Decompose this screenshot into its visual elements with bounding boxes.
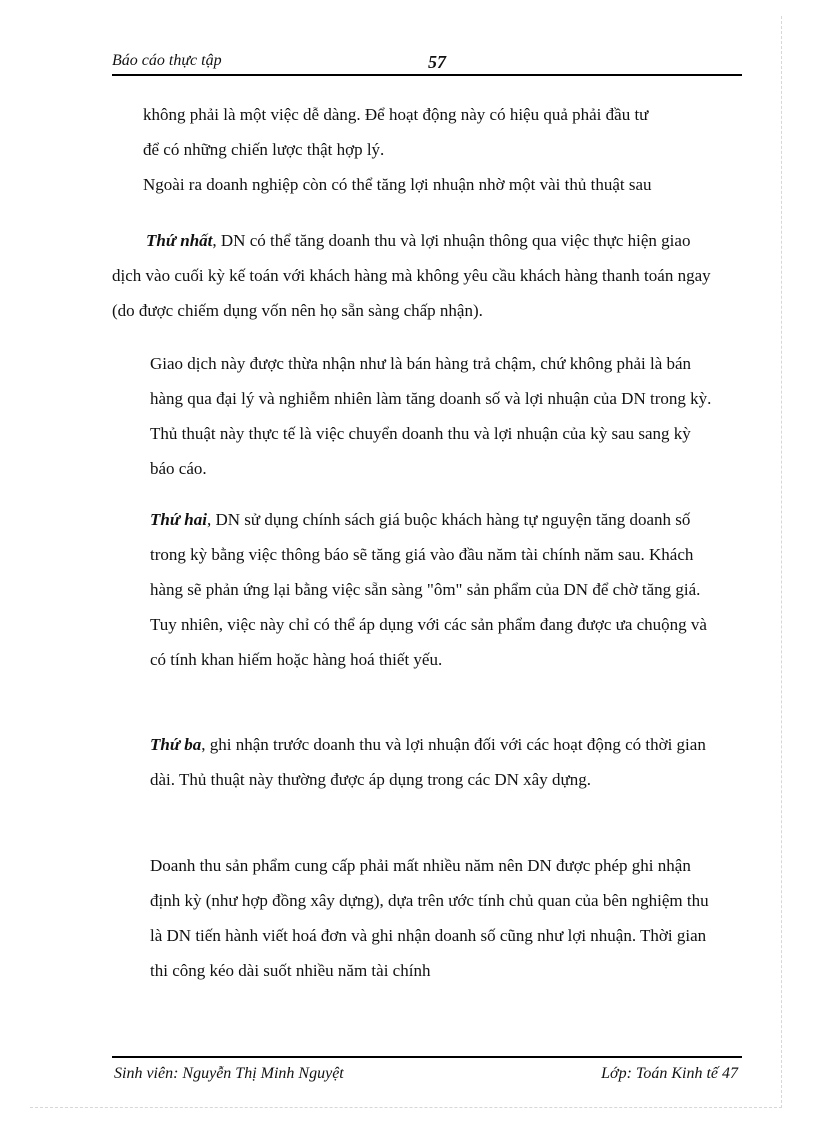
page-footer (112, 1056, 742, 1082)
footer-student: Sinh viên: Nguyễn Thị Minh Nguyệt (114, 1065, 344, 1082)
paragraph-third-detail: Doanh thu sản phẩm cung cấp phải mất nhiều năm nên DN được phép ghi nhận định kỳ (như hợp đồng xây dựng), dựa trên ước tính chủ quan của bên nghiệm thu là DN tiến hành viết hoá đơn và ghi nhận doanh số cũng như lợi nhuận. Thời gian thi công kéo dài suốt nhiều năm tài chính (150, 856, 709, 980)
paragraph-second (150, 502, 716, 677)
page-header (112, 48, 742, 76)
first-text: , DN có thể tăng doanh thu và lợi nhuận thông qua việc thực hiện giao dịch vào cuối kỳ kế toán với khách hàng mà không yêu cầu khách hàng thanh toán ngay (do được chiếm dụng vốn nên họ sẵn sàng chấp nhận). (112, 231, 711, 320)
intro-line-3: Ngoài ra doanh nghiệp còn có thể tăng lợi nhuận nhờ một vài thủ thuật sau (143, 175, 652, 194)
third-text: , ghi nhận trước doanh thu và lợi nhuận đối với các hoạt động có thời gian dài. Thủ thuật này thường được áp dụng trong các DN xây dựng. (150, 735, 706, 789)
second-text: , DN sử dụng chính sách giá buộc khách hàng tự nguyện tăng doanh số trong kỳ bằng việc thông báo sẽ tăng giá vào đầu năm tài chính năm sau. Khách hàng sẽ phản ứng lại bằng việc sẵn sàng "ôm" sản phẩm của DN để chờ tăng giá. Tuy nhiên, việc này chỉ có thể áp dụng với các sản phẩm đang được ưa chuộng và có tính khan hiếm hoặc hàng hoá thiết yếu. (150, 510, 707, 669)
intro-paragraph (143, 97, 743, 202)
second-lead: Thứ hai (150, 510, 207, 529)
paragraph-third (150, 727, 716, 797)
footer-class: Lớp: Toán Kinh tế 47 (601, 1065, 738, 1082)
header-title: Báo cáo thực tập (112, 52, 222, 69)
intro-line-1: không phải là một việc dễ dàng. Để hoạt động này có hiệu quả phải đầu tư (143, 105, 649, 124)
page-number: 57 (428, 52, 446, 72)
third-lead: Thứ ba (150, 735, 202, 754)
paragraph-first (112, 223, 712, 328)
paragraph-first-detail: Giao dịch này được thừa nhận như là bán hàng trả chậm, chứ không phải là bán hàng qua đại lý và nghiễm nhiên làm tăng doanh số và lợi nhuận của DN trong kỳ. Thủ thuật này thực tế là việc chuyển doanh thu và lợi nhuận của kỳ sau sang kỳ báo cáo. (150, 354, 712, 478)
intro-line-2: để có những chiến lược thật hợp lý. (143, 140, 385, 159)
first-lead: Thứ nhất (146, 231, 213, 250)
